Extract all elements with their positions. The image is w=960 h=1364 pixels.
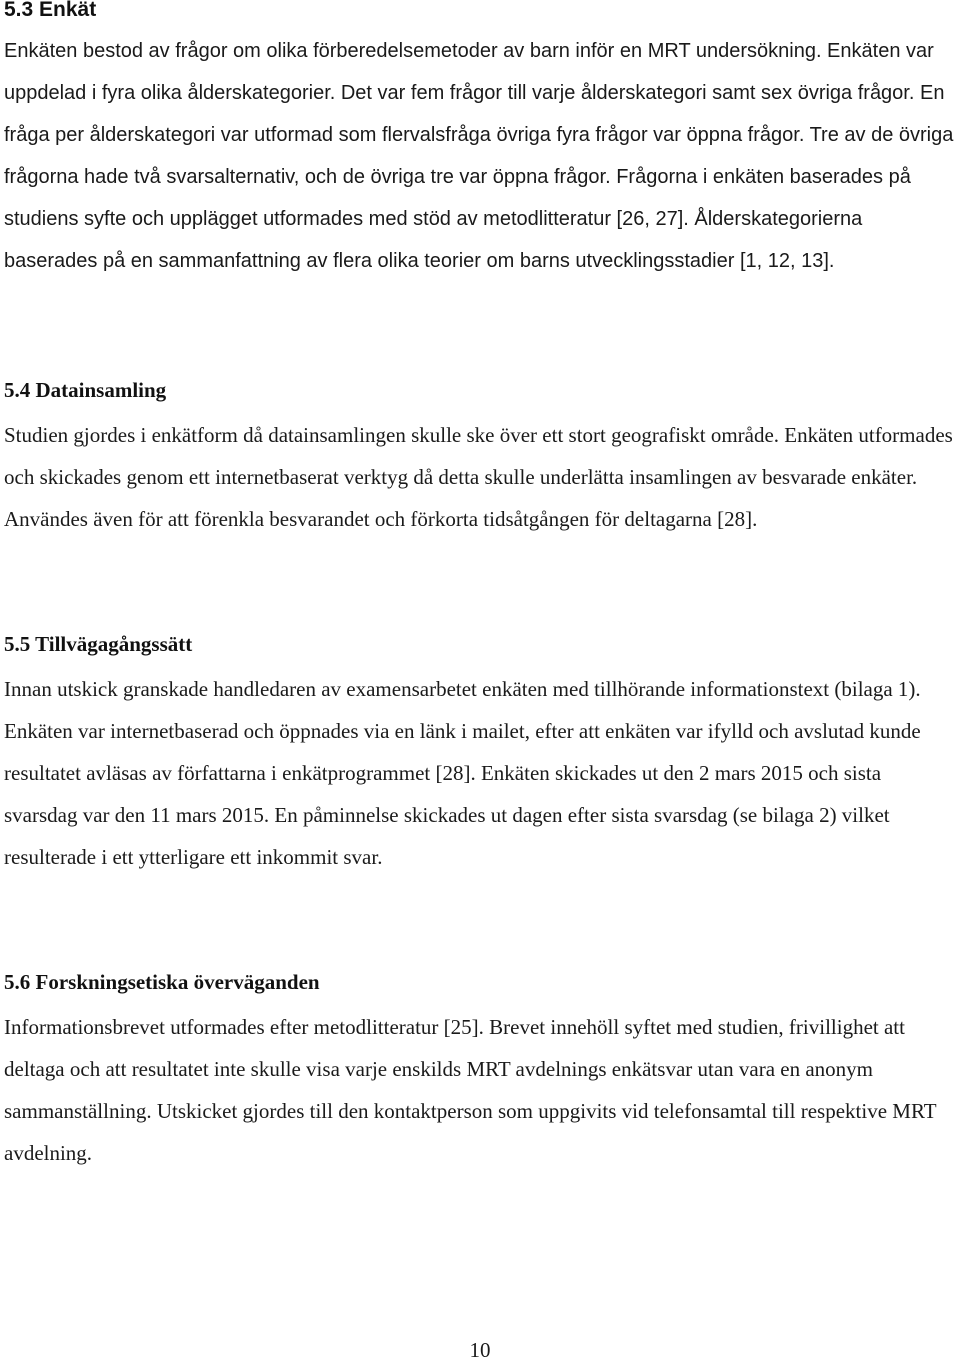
section-paragraph: Informationsbrevet utformades efter metodlitteratur [25]. Brevet innehöll syftet med studien, frivillighet att deltaga och att resultatet inte skulle visa varje enskilds MRT avdelnings enkätsvar utan vara en anonym sammanställning. Utskicket gjordes till den kontaktperson som uppgivits vid telefonsamtal till respektive MRT avdelning. [4, 1015, 937, 1165]
section-paragraph: Enkäten bestod av frågor om olika förberedelsemetoder av barn inför en MRT undersökning. Enkäten var uppdelad i fyra olika ålderskategorier. Det var fem frågor till varje ålderskategori samt sex övriga frågor. En fråga per ålderskategori var utformad som flervalsfråga övriga fyra frågor var öppna frågor. Tre av de övriga frågorna hade två svarsalternativ, och de övriga tre var öppna frågor. Frågorna i enkäten baserades på studiens syfte och upplägget utformades med stöd av metodlitteratur [26, 27]. Ålderskategorierna baserades på en sammanfattning av flera olika teorier om barns utvecklingsstadier [1, 12, 13]. [4, 40, 954, 272]
page-number: 10 [469, 1338, 491, 1362]
section-forskningsetiska-overvaganden [4, 970, 956, 1174]
section-paragraph: Studien gjordes i enkätform då datainsamlingen skulle ske över ett stort geografiskt område. Enkäten utformades och skickades genom ett internetbaserat verktyg då detta skulle underlätta insamlingen av besvarade enkäter. Användes även för att förenkla besvarandet och förkorta tidsåtgången för deltagarna [28]. [4, 423, 953, 531]
section-paragraph: Innan utskick granskade handledaren av examensarbetet enkäten med tillhörande informationstext (bilaga 1). Enkäten var internetbaserad och öppnades via en länk i mailet, efter att enkäten var ifylld och avslutad kunde resultatet avläsas av författarna i enkätprogrammet [28]. Enkäten skickades ut den 2 mars 2015 och sista svarsdag var den 11 mars 2015. En påminnelse skickades ut dagen efter sista svarsdag (se bilaga 2) vilket resulterade i ett ytterligare ett inkommit svar. [4, 677, 921, 869]
section-enkat [4, 0, 956, 282]
section-datainsamling [4, 378, 956, 540]
section-heading: 5.3 Enkät [4, 0, 97, 21]
section-heading: 5.4 Datainsamling [4, 378, 167, 402]
section-heading: 5.5 Tillvägagångssätt [4, 632, 193, 656]
section-heading: 5.6 Forskningsetiska överväganden [4, 970, 320, 994]
section-tillvagagangssatt [4, 632, 956, 878]
